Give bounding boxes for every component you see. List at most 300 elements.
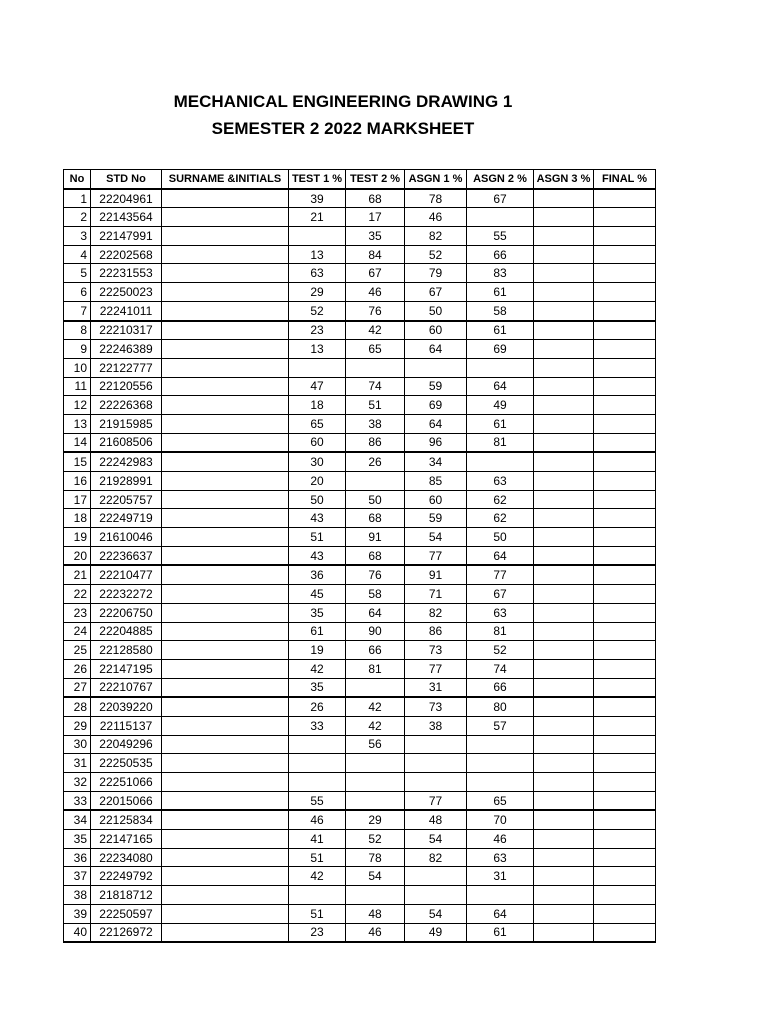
row-number: 1 (64, 189, 91, 208)
student-number: 22202568 (91, 245, 162, 264)
asgn2-mark: 55 (467, 227, 534, 246)
test1-mark: 42 (289, 659, 346, 678)
row-number: 22 (64, 585, 91, 604)
test2-mark: 81 (346, 659, 405, 678)
test2-mark: 86 (346, 433, 405, 452)
final-mark (594, 509, 656, 528)
asgn1-mark (405, 735, 467, 754)
asgn1-mark: 86 (405, 622, 467, 641)
asgn3-mark (534, 923, 594, 942)
student-number: 22249719 (91, 509, 162, 528)
asgn2-mark: 63 (467, 603, 534, 622)
final-mark (594, 830, 656, 849)
asgn3-mark (534, 509, 594, 528)
table-row (64, 227, 656, 246)
test2-mark: 26 (346, 452, 405, 471)
asgn1-mark: 59 (405, 377, 467, 396)
test2-mark: 65 (346, 340, 405, 359)
test1-mark: 45 (289, 585, 346, 604)
row-number: 18 (64, 509, 91, 528)
row-number: 12 (64, 396, 91, 415)
test2-mark: 35 (346, 227, 405, 246)
student-number: 22147991 (91, 227, 162, 246)
surname-initials (162, 452, 289, 471)
test1-mark: 46 (289, 810, 346, 829)
final-mark (594, 321, 656, 340)
test1-mark (289, 773, 346, 792)
asgn2-mark: 46 (467, 830, 534, 849)
test1-mark (289, 358, 346, 377)
asgn2-mark: 70 (467, 810, 534, 829)
student-number: 22115137 (91, 716, 162, 735)
surname-initials (162, 735, 289, 754)
student-number: 22246389 (91, 340, 162, 359)
asgn3-mark (534, 452, 594, 471)
table-row (64, 321, 656, 340)
surname-initials (162, 340, 289, 359)
final-mark (594, 754, 656, 773)
asgn1-mark: 85 (405, 472, 467, 491)
asgn3-mark (534, 396, 594, 415)
test2-mark: 48 (346, 904, 405, 923)
surname-initials (162, 754, 289, 773)
asgn3-mark (534, 490, 594, 509)
asgn2-mark: 64 (467, 377, 534, 396)
row-number: 16 (64, 472, 91, 491)
asgn2-mark: 63 (467, 848, 534, 867)
table-row (64, 528, 656, 547)
student-number: 22251066 (91, 773, 162, 792)
row-number: 5 (64, 264, 91, 283)
surname-initials (162, 585, 289, 604)
test1-mark: 35 (289, 678, 346, 697)
row-number: 13 (64, 414, 91, 433)
column-header: No (64, 170, 91, 189)
final-mark (594, 546, 656, 565)
asgn3-mark (534, 830, 594, 849)
final-mark (594, 283, 656, 302)
test1-mark: 18 (289, 396, 346, 415)
table-row (64, 565, 656, 584)
asgn3-mark (534, 867, 594, 886)
student-number: 21928991 (91, 472, 162, 491)
row-number: 24 (64, 622, 91, 641)
surname-initials (162, 433, 289, 452)
surname-initials (162, 227, 289, 246)
asgn3-mark (534, 377, 594, 396)
asgn1-mark: 91 (405, 565, 467, 584)
asgn3-mark (534, 659, 594, 678)
test2-mark: 66 (346, 641, 405, 660)
final-mark (594, 472, 656, 491)
surname-initials (162, 678, 289, 697)
row-number: 17 (64, 490, 91, 509)
asgn3-mark (534, 641, 594, 660)
surname-initials (162, 528, 289, 547)
asgn1-mark: 64 (405, 340, 467, 359)
table-row (64, 603, 656, 622)
final-mark (594, 678, 656, 697)
test2-mark: 42 (346, 321, 405, 340)
row-number: 4 (64, 245, 91, 264)
final-mark (594, 208, 656, 227)
final-mark (594, 264, 656, 283)
student-number: 22143564 (91, 208, 162, 227)
surname-initials (162, 472, 289, 491)
table-row (64, 301, 656, 320)
title-line-2: SEMESTER 2 2022 MARKSHEET (211, 119, 475, 138)
test2-mark (346, 472, 405, 491)
test2-mark: 46 (346, 283, 405, 302)
asgn2-mark (467, 754, 534, 773)
student-number: 22039220 (91, 697, 162, 716)
surname-initials (162, 208, 289, 227)
student-number: 22210317 (91, 321, 162, 340)
asgn3-mark (534, 735, 594, 754)
table-row (64, 830, 656, 849)
asgn3-mark (534, 848, 594, 867)
asgn3-mark (534, 264, 594, 283)
test1-mark: 39 (289, 189, 346, 208)
student-number: 22241011 (91, 301, 162, 320)
asgn1-mark: 54 (405, 528, 467, 547)
test2-mark: 67 (346, 264, 405, 283)
asgn1-mark: 77 (405, 546, 467, 565)
asgn2-mark: 61 (467, 414, 534, 433)
student-number: 22242983 (91, 452, 162, 471)
row-number: 10 (64, 358, 91, 377)
surname-initials (162, 414, 289, 433)
student-number: 21608506 (91, 433, 162, 452)
asgn2-mark: 65 (467, 791, 534, 810)
asgn3-mark (534, 301, 594, 320)
surname-initials (162, 189, 289, 208)
test1-mark: 63 (289, 264, 346, 283)
table-row (64, 585, 656, 604)
row-number: 29 (64, 716, 91, 735)
asgn2-mark: 81 (467, 622, 534, 641)
final-mark (594, 848, 656, 867)
student-number: 22204961 (91, 189, 162, 208)
column-header: ASGN 2 % (467, 170, 534, 189)
asgn1-mark (405, 358, 467, 377)
asgn3-mark (534, 340, 594, 359)
surname-initials (162, 716, 289, 735)
asgn2-mark: 63 (467, 472, 534, 491)
test2-mark: 56 (346, 735, 405, 754)
test1-mark: 13 (289, 340, 346, 359)
test1-mark (289, 754, 346, 773)
title-line-1: MECHANICAL ENGINEERING DRAWING 1 (173, 92, 513, 111)
final-mark (594, 641, 656, 660)
column-header: ASGN 3 % (534, 170, 594, 189)
table-row (64, 245, 656, 264)
asgn2-mark: 64 (467, 904, 534, 923)
final-mark (594, 886, 656, 905)
final-mark (594, 396, 656, 415)
asgn3-mark (534, 886, 594, 905)
final-mark (594, 452, 656, 471)
test2-mark: 58 (346, 585, 405, 604)
surname-initials (162, 659, 289, 678)
table-row (64, 754, 656, 773)
table-row (64, 886, 656, 905)
table-row (64, 490, 656, 509)
table-row (64, 396, 656, 415)
test1-mark: 21 (289, 208, 346, 227)
asgn1-mark: 71 (405, 585, 467, 604)
student-number: 22205757 (91, 490, 162, 509)
table-row (64, 923, 656, 942)
test2-mark (346, 678, 405, 697)
test2-mark: 76 (346, 301, 405, 320)
asgn2-mark: 64 (467, 546, 534, 565)
column-header: TEST 1 % (289, 170, 346, 189)
student-number: 22120556 (91, 377, 162, 396)
surname-initials (162, 321, 289, 340)
student-number: 22125834 (91, 810, 162, 829)
asgn1-mark: 73 (405, 697, 467, 716)
asgn1-mark: 77 (405, 791, 467, 810)
test1-mark: 23 (289, 321, 346, 340)
student-number: 22232272 (91, 585, 162, 604)
test2-mark: 91 (346, 528, 405, 547)
asgn3-mark (534, 245, 594, 264)
table-row (64, 283, 656, 302)
asgn2-mark: 62 (467, 490, 534, 509)
asgn1-mark: 82 (405, 603, 467, 622)
header-row (64, 170, 656, 189)
asgn2-mark: 66 (467, 245, 534, 264)
student-number: 22147195 (91, 659, 162, 678)
asgn3-mark (534, 678, 594, 697)
column-header: STD No (91, 170, 162, 189)
table-row (64, 414, 656, 433)
asgn2-mark: 61 (467, 283, 534, 302)
asgn2-mark: 83 (467, 264, 534, 283)
table-row (64, 773, 656, 792)
table-row (64, 904, 656, 923)
student-number: 22206750 (91, 603, 162, 622)
asgn1-mark: 60 (405, 321, 467, 340)
test2-mark: 51 (346, 396, 405, 415)
final-mark (594, 433, 656, 452)
surname-initials (162, 509, 289, 528)
test1-mark: 61 (289, 622, 346, 641)
asgn2-mark: 31 (467, 867, 534, 886)
asgn1-mark: 52 (405, 245, 467, 264)
asgn2-mark: 58 (467, 301, 534, 320)
row-number: 19 (64, 528, 91, 547)
student-number: 22249792 (91, 867, 162, 886)
test1-mark: 47 (289, 377, 346, 396)
test2-mark: 38 (346, 414, 405, 433)
test2-mark: 90 (346, 622, 405, 641)
final-mark (594, 735, 656, 754)
test1-mark: 55 (289, 791, 346, 810)
test2-mark: 68 (346, 546, 405, 565)
surname-initials (162, 848, 289, 867)
asgn2-mark: 77 (467, 565, 534, 584)
row-number: 11 (64, 377, 91, 396)
row-number: 25 (64, 641, 91, 660)
test2-mark: 42 (346, 697, 405, 716)
asgn2-mark: 80 (467, 697, 534, 716)
table-row (64, 208, 656, 227)
test2-mark: 50 (346, 490, 405, 509)
asgn1-mark (405, 886, 467, 905)
row-number: 7 (64, 301, 91, 320)
asgn2-mark (467, 773, 534, 792)
surname-initials (162, 773, 289, 792)
asgn1-mark: 79 (405, 264, 467, 283)
row-number: 8 (64, 321, 91, 340)
test1-mark: 26 (289, 697, 346, 716)
asgn2-mark: 52 (467, 641, 534, 660)
asgn3-mark (534, 622, 594, 641)
table-row (64, 735, 656, 754)
asgn3-mark (534, 791, 594, 810)
test1-mark: 35 (289, 603, 346, 622)
final-mark (594, 565, 656, 584)
test1-mark: 42 (289, 867, 346, 886)
asgn1-mark: 82 (405, 227, 467, 246)
asgn1-mark (405, 867, 467, 886)
surname-initials (162, 867, 289, 886)
row-number: 38 (64, 886, 91, 905)
table-row (64, 377, 656, 396)
row-number: 36 (64, 848, 91, 867)
asgn3-mark (534, 904, 594, 923)
asgn3-mark (534, 189, 594, 208)
asgn1-mark: 73 (405, 641, 467, 660)
asgn3-mark (534, 433, 594, 452)
asgn1-mark: 69 (405, 396, 467, 415)
row-number: 26 (64, 659, 91, 678)
asgn3-mark (534, 697, 594, 716)
asgn1-mark: 67 (405, 283, 467, 302)
row-number: 15 (64, 452, 91, 471)
final-mark (594, 301, 656, 320)
row-number: 35 (64, 830, 91, 849)
table-row (64, 716, 656, 735)
asgn1-mark: 34 (405, 452, 467, 471)
test1-mark: 30 (289, 452, 346, 471)
surname-initials (162, 396, 289, 415)
asgn1-mark: 77 (405, 659, 467, 678)
test2-mark: 54 (346, 867, 405, 886)
asgn3-mark (534, 585, 594, 604)
table-row (64, 697, 656, 716)
test2-mark: 68 (346, 509, 405, 528)
asgn3-mark (534, 773, 594, 792)
table-row (64, 358, 656, 377)
table-row (64, 189, 656, 208)
student-number: 22250597 (91, 904, 162, 923)
asgn1-mark: 46 (405, 208, 467, 227)
asgn1-mark: 64 (405, 414, 467, 433)
asgn2-mark: 67 (467, 189, 534, 208)
final-mark (594, 490, 656, 509)
test1-mark: 52 (289, 301, 346, 320)
asgn2-mark: 62 (467, 509, 534, 528)
row-number: 40 (64, 923, 91, 942)
asgn2-mark: 69 (467, 340, 534, 359)
table-row (64, 452, 656, 471)
test1-mark (289, 735, 346, 754)
student-number: 22147165 (91, 830, 162, 849)
surname-initials (162, 886, 289, 905)
asgn3-mark (534, 227, 594, 246)
asgn1-mark: 54 (405, 904, 467, 923)
test1-mark: 43 (289, 509, 346, 528)
final-mark (594, 659, 656, 678)
row-number: 3 (64, 227, 91, 246)
asgn3-mark (534, 603, 594, 622)
test1-mark: 65 (289, 414, 346, 433)
row-number: 6 (64, 283, 91, 302)
test1-mark: 50 (289, 490, 346, 509)
column-header: TEST 2 % (346, 170, 405, 189)
marksheet-table (63, 169, 656, 943)
student-number: 22236637 (91, 546, 162, 565)
asgn2-mark: 74 (467, 659, 534, 678)
row-number: 30 (64, 735, 91, 754)
test2-mark (346, 358, 405, 377)
test1-mark (289, 886, 346, 905)
surname-initials (162, 810, 289, 829)
table-row (64, 509, 656, 528)
row-number: 34 (64, 810, 91, 829)
table-row (64, 264, 656, 283)
table-row (64, 678, 656, 697)
test1-mark: 51 (289, 848, 346, 867)
asgn1-mark: 78 (405, 189, 467, 208)
test1-mark: 51 (289, 904, 346, 923)
table-row (64, 659, 656, 678)
column-header: FINAL % (594, 170, 656, 189)
final-mark (594, 716, 656, 735)
asgn1-mark: 96 (405, 433, 467, 452)
asgn1-mark: 60 (405, 490, 467, 509)
test1-mark: 20 (289, 472, 346, 491)
test2-mark: 74 (346, 377, 405, 396)
final-mark (594, 622, 656, 641)
asgn2-mark: 57 (467, 716, 534, 735)
row-number: 20 (64, 546, 91, 565)
asgn1-mark: 54 (405, 830, 467, 849)
table-row (64, 791, 656, 810)
asgn2-mark (467, 452, 534, 471)
asgn1-mark: 49 (405, 923, 467, 942)
surname-initials (162, 546, 289, 565)
student-number: 22204885 (91, 622, 162, 641)
asgn2-mark: 49 (467, 396, 534, 415)
asgn3-mark (534, 528, 594, 547)
test2-mark: 78 (346, 848, 405, 867)
final-mark (594, 867, 656, 886)
asgn1-mark: 48 (405, 810, 467, 829)
asgn3-mark (534, 414, 594, 433)
asgn3-mark (534, 565, 594, 584)
final-mark (594, 603, 656, 622)
asgn2-mark (467, 208, 534, 227)
row-number: 27 (64, 678, 91, 697)
test2-mark: 29 (346, 810, 405, 829)
student-number: 21915985 (91, 414, 162, 433)
table-row (64, 472, 656, 491)
test2-mark: 42 (346, 716, 405, 735)
